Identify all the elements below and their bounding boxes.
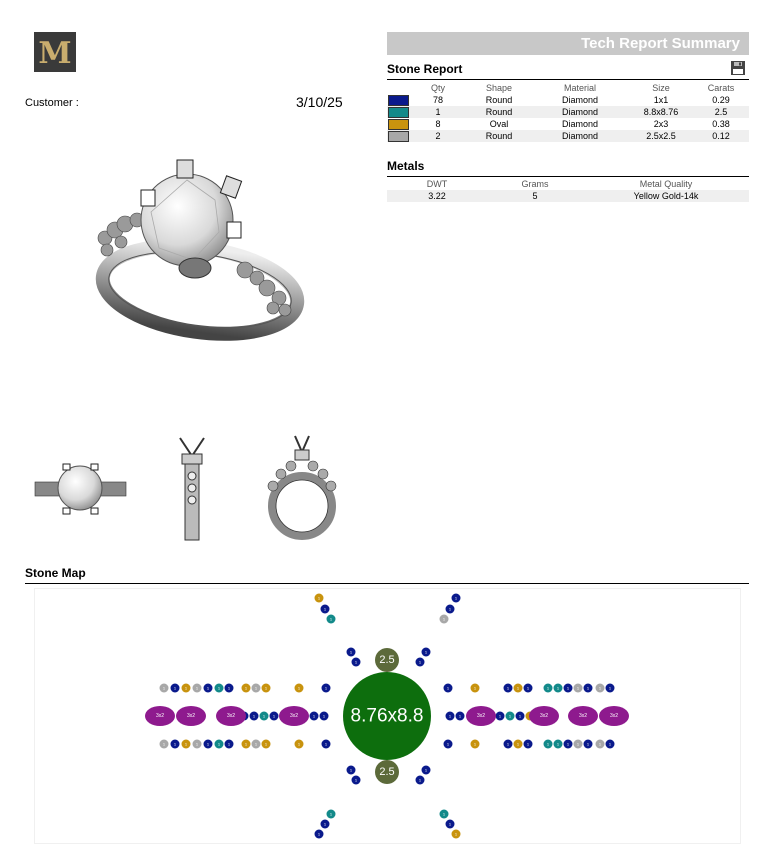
- column-header: Carats: [707, 83, 735, 93]
- stone-marker-label: 1: [424, 767, 428, 773]
- stone-marker-label: 1: [598, 685, 602, 691]
- stone-marker-label: 1: [244, 685, 248, 691]
- material-cell: Diamond: [531, 106, 629, 118]
- stone-marker-label: 1: [566, 685, 570, 691]
- size-cell: 2x3: [653, 119, 669, 129]
- side-stone-label: 2.5: [379, 654, 395, 666]
- stone-marker-label: 1: [598, 741, 602, 747]
- stone-marker-label: 1: [297, 741, 301, 747]
- table-row: [387, 118, 749, 130]
- stone-marker-label: 1: [556, 741, 560, 747]
- stone-marker-label: 1: [264, 685, 268, 691]
- stone-marker-label: 1: [446, 685, 450, 691]
- stone-marker-label: 1: [227, 741, 231, 747]
- stone-marker-label: 1: [217, 741, 221, 747]
- carats-cell: 0.38: [712, 119, 730, 129]
- stone-marker-label: 1: [324, 741, 328, 747]
- size-cell: 2.5x2.5: [629, 130, 693, 142]
- color-swatch: [388, 107, 409, 118]
- ring-front-view: [265, 434, 340, 544]
- column-header: Size: [652, 83, 670, 93]
- stone-marker-label: 1: [516, 685, 520, 691]
- stone-report-title: Stone Report: [387, 62, 463, 76]
- stone-marker-label: 1: [324, 685, 328, 691]
- stone-marker-label: 1: [184, 685, 188, 691]
- title-bar: [387, 32, 749, 55]
- stone-marker-label: 1: [546, 685, 550, 691]
- stone-marker-label: 1: [424, 649, 428, 655]
- size-cell: 1x1: [653, 95, 669, 105]
- stone-marker-label: 1: [448, 821, 452, 827]
- stone-marker-label: 1: [608, 741, 612, 747]
- oval-stone-label: 3x2: [539, 713, 549, 719]
- grams-cell: 5: [487, 190, 583, 202]
- stone-marker-label: 1: [254, 685, 258, 691]
- stone-marker-label: 1: [586, 685, 590, 691]
- stone-marker-label: 1: [317, 831, 321, 837]
- shape-cell: Round: [485, 95, 513, 105]
- stone-marker-label: 1: [195, 685, 199, 691]
- qty-cell: 1: [409, 106, 467, 118]
- stone-marker-label: 1: [556, 685, 560, 691]
- stone-marker-label: 1: [418, 659, 422, 665]
- stone-marker-label: 1: [195, 741, 199, 747]
- stone-marker-label: 1: [448, 713, 452, 719]
- qty-cell: 8: [435, 119, 441, 129]
- oval-stone-label: 3x2: [609, 713, 619, 719]
- stone-marker-label: 1: [329, 616, 333, 622]
- stone-marker-label: 1: [244, 741, 248, 747]
- stone-marker-label: 1: [586, 741, 590, 747]
- ring-side-view: [172, 436, 212, 541]
- stone-marker-label: 1: [518, 713, 522, 719]
- stone-marker-label: 1: [506, 741, 510, 747]
- stone-marker-label: 1: [454, 831, 458, 837]
- stone-map-title: Stone Map: [25, 566, 86, 580]
- stone-marker-label: 1: [442, 616, 446, 622]
- material-cell: Diamond: [561, 95, 599, 105]
- shape-cell: Oval: [489, 119, 509, 129]
- company-logo: [34, 32, 76, 72]
- color-swatch: [388, 131, 409, 142]
- column-header: Grams: [521, 179, 549, 189]
- stone-marker-label: 1: [448, 606, 452, 612]
- material-cell: Diamond: [531, 130, 629, 142]
- oval-stone-label: 3x2: [186, 713, 196, 719]
- stone-marker-label: 1: [566, 741, 570, 747]
- stone-map: [34, 588, 741, 844]
- stone-marker-label: 1: [254, 741, 258, 747]
- stone-marker-label: 1: [508, 713, 512, 719]
- metals-title: Metals: [387, 159, 425, 173]
- stone-marker-label: 1: [454, 595, 458, 601]
- qty-cell: 78: [432, 95, 443, 105]
- stone-marker-label: 1: [473, 741, 477, 747]
- stone-marker-label: 1: [516, 741, 520, 747]
- shape-cell: Round: [467, 130, 531, 142]
- metal-quality-cell: Yellow Gold-14k: [583, 190, 749, 202]
- column-header: Qty: [430, 83, 445, 93]
- stone-marker-label: 1: [442, 811, 446, 817]
- stone-marker-label: 1: [576, 741, 580, 747]
- color-swatch: [388, 119, 409, 130]
- carats-cell: 2.5: [693, 106, 749, 118]
- stone-marker-label: 1: [206, 741, 210, 747]
- side-stone-label: 2.5: [379, 766, 395, 778]
- oval-stone-label: 3x2: [226, 713, 236, 719]
- report-date: 3/10/25: [296, 94, 343, 110]
- stone-marker-label: 1: [526, 685, 530, 691]
- shape-cell: Round: [467, 106, 531, 118]
- stone-marker-label: 1: [458, 713, 462, 719]
- table-header-row: [387, 178, 749, 190]
- stone-marker-label: 1: [162, 685, 166, 691]
- stone-marker-label: 1: [312, 713, 316, 719]
- column-header: Material: [563, 83, 596, 93]
- stone-report-divider: [387, 79, 749, 80]
- stone-marker-label: 1: [272, 713, 276, 719]
- stone-marker-label: 1: [546, 741, 550, 747]
- dwt-cell: 3.22: [387, 190, 487, 202]
- column-header: Metal Quality: [639, 179, 693, 189]
- stone-marker-label: 1: [297, 685, 301, 691]
- table-row: [387, 190, 749, 202]
- report-title: Tech Report Summary: [581, 35, 740, 52]
- table-row: [387, 106, 749, 118]
- stone-report-table: [387, 82, 749, 142]
- stone-marker-label: 1: [217, 685, 221, 691]
- stone-marker-label: 1: [349, 649, 353, 655]
- table-header-row: [387, 82, 749, 94]
- column-header: DWT: [426, 179, 448, 189]
- column-header: Shape: [485, 83, 513, 93]
- ring-perspective-render: [85, 150, 315, 350]
- stone-marker-label: 1: [506, 685, 510, 691]
- stone-marker-label: 1: [323, 821, 327, 827]
- table-row: [387, 130, 749, 142]
- material-cell: Diamond: [561, 119, 599, 129]
- stone-marker-label: 1: [323, 606, 327, 612]
- stone-marker-label: 1: [184, 741, 188, 747]
- table-row: [387, 94, 749, 106]
- stone-marker-label: 1: [173, 685, 177, 691]
- stone-marker-label: 1: [354, 777, 358, 783]
- stone-marker-label: 1: [227, 685, 231, 691]
- metals-divider: [387, 176, 749, 177]
- color-swatch: [388, 95, 409, 106]
- customer-label: Customer :: [25, 97, 79, 109]
- qty-cell: 2: [409, 130, 467, 142]
- stone-marker-label: 1: [349, 767, 353, 773]
- carats-cell: 0.29: [712, 95, 730, 105]
- stone-marker-label: 1: [162, 741, 166, 747]
- stone-marker-label: 1: [264, 741, 268, 747]
- stone-marker-label: 1: [252, 713, 256, 719]
- save-icon[interactable]: [731, 61, 745, 75]
- center-stone-label: 8.76x8.8: [350, 705, 424, 727]
- stone-marker-label: 1: [526, 741, 530, 747]
- oval-stone-label: 3x2: [289, 713, 299, 719]
- metals-table: [387, 178, 749, 202]
- ring-top-view: [33, 458, 128, 518]
- oval-stone-label: 3x2: [155, 713, 165, 719]
- stone-marker-label: 1: [354, 659, 358, 665]
- size-cell: 8.8x8.76: [629, 106, 693, 118]
- stone-marker-label: 1: [473, 685, 477, 691]
- stone-marker-label: 1: [608, 685, 612, 691]
- stone-marker-label: 1: [418, 777, 422, 783]
- stone-marker-label: 1: [329, 811, 333, 817]
- stone-marker-label: 1: [322, 713, 326, 719]
- stone-marker-label: 1: [576, 685, 580, 691]
- oval-stone-label: 3x2: [578, 713, 588, 719]
- stone-marker-label: 1: [446, 741, 450, 747]
- logo-letter: M: [38, 36, 72, 71]
- stone-marker-label: 1: [317, 595, 321, 601]
- stone-map-divider: [25, 583, 749, 584]
- stone-marker-label: 1: [262, 713, 266, 719]
- stone-marker-label: 1: [206, 685, 210, 691]
- stone-marker-label: 1: [498, 713, 502, 719]
- stone-marker-label: 1: [173, 741, 177, 747]
- carats-cell: 0.12: [693, 130, 749, 142]
- oval-stone-label: 3x2: [476, 713, 486, 719]
